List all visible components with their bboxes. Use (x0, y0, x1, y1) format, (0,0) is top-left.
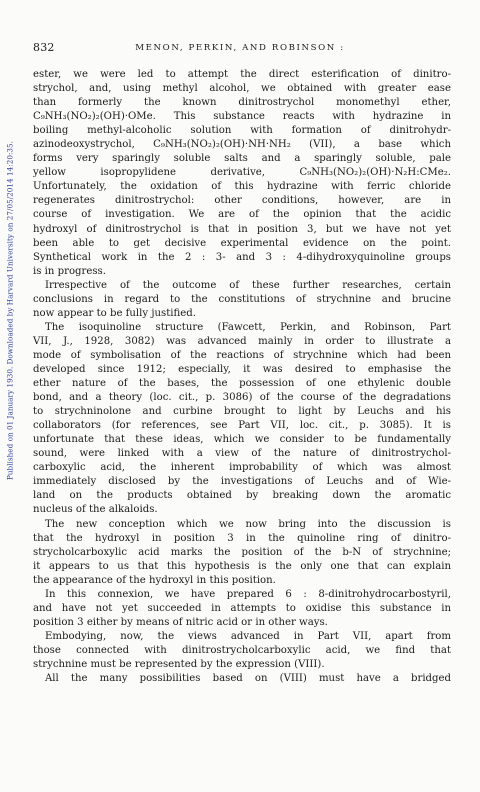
text-line: Synthetical work in the 2 : 3- and 3 : 4-dihydroxyquinoline groups (33, 251, 451, 263)
text-line: All the many possibilities based on (VIII) must have a bridged (45, 673, 451, 685)
text-line: land on the products obtained by breaking down the aromatic (33, 490, 451, 502)
text-line: strychnine must be represented by the expression (VIII). (33, 658, 325, 670)
running-head: MENON, PERKIN, AND ROBINSON : (135, 43, 345, 53)
text-line: strychol, and, using methyl alcohol, we obtained with greater ease (33, 83, 451, 95)
text-line: azinodeoxystrychol, C₉NH₃(NO₂)₂(OH)·NH·NH₂ (VII), a base which (33, 139, 451, 151)
text-line: The new conception which we now bring into the discussion is (45, 518, 451, 530)
text-line: the appearance of the hydroxyl in this position. (33, 574, 276, 586)
text-line: carboxylic acid, the inherent improbability of which was almost (33, 462, 451, 474)
body-text (33, 68, 451, 686)
text-line: ester, we were led to attempt the direct esterification of dinitro- (33, 69, 451, 80)
text-line: it appears to us that this hypothesis is the only one that can explain (33, 560, 451, 572)
text-line: position 3 either by means of nitric acid or in other ways. (33, 616, 328, 628)
text-line: Irrespective of the outcome of these further researches, certain (45, 279, 451, 291)
text-line: to strychninolone and curbine brought to light by Leuchs and his (33, 406, 451, 418)
text-line: and have not yet succeeded in attempts to oxidise this substance in (33, 602, 451, 614)
text-line: immediately disclosed by the investigations of Leuchs and of Wie- (33, 476, 451, 488)
text-line: In this connexion, we have prepared 6 : 8-dinitrohydrocarbostyril, (45, 588, 451, 600)
text-line: regenerates dinitrostrychol: other conditions, however, are in (33, 195, 451, 207)
text-line: conclusions in regard to the constitutions of strychnine and brucine (33, 293, 451, 305)
text-line: The isoquinoline structure (Fawcett, Perkin, and Robinson, Part (45, 321, 451, 333)
text-line: that the hydroxyl in position 3 in the quinoline ring of dinitro- (33, 532, 451, 544)
text-line: course of investigation. We are of the opinion that the acidic (33, 209, 451, 221)
text-line: Embodying, now, the views advanced in Part VII, apart from (45, 630, 451, 642)
text-line: developed since 1912; especially, it was desired to emphasise the (33, 363, 451, 375)
text-line: forms very sparingly soluble salts and a sparingly soluble, pale (33, 153, 451, 165)
text-line: mode of symbolisation of the reactions of strychnine which had been (33, 349, 451, 361)
page-number: 832 (33, 41, 55, 54)
text-line: C₉NH₃(NO₂)₂(OH)·OMe. This substance reacts with hydrazine in (33, 111, 451, 123)
text-line: boiling methyl-alcoholic solution with formation of dinitrohydr- (33, 125, 451, 137)
text-line: sound, were linked with a view of the nature of dinitrostrychol- (33, 448, 451, 460)
text-line: strycholcarboxylic acid marks the position of the b-N of strychnine; (33, 546, 451, 558)
text-line: collaborators (for references, see Part VII, loc. cit., p. 3085). It is (33, 420, 451, 432)
side-note-margin (3, 96, 17, 516)
text-line: nucleus of the alkaloids. (33, 504, 158, 516)
download-provenance-note: Published on 01 January 1930. Downloaded by Harvard University on 27/05/2014 14:20:35. (5, 140, 15, 481)
text-line: been able to get decisive experimental evidence on the point. (33, 237, 451, 249)
text-line: hydroxyl of dinitrostrychol is that in position 3, but we have not yet (33, 223, 451, 235)
text-line: now appear to be fully justified. (33, 307, 196, 319)
text-line: bond, and a theory (loc. cit., p. 3086) of the course of the degradations (33, 392, 451, 404)
text-line: yellow isopropylidene derivative, C₉NH₃(NO₂)₂(OH)·N₂H:CMe₂. (33, 167, 451, 179)
text-line: Unfortunately, the oxidation of this hydrazine with ferric chloride (33, 181, 451, 193)
text-line: ether nature of the bases, the possession of one ethylenic double (33, 378, 451, 390)
text-line: VII, J., 1928, 3082) was advanced mainly in order to illustrate a (33, 335, 451, 347)
text-line: those connected with dinitrostrycholcarboxylic acid, we find that (33, 644, 451, 656)
text-line: unfortunate that these ideas, which we consider to be fundamentally (33, 434, 451, 446)
text-line: is in progress. (33, 265, 106, 277)
text-line: than formerly the known dinitrostrychol monomethyl ether, (33, 97, 451, 109)
